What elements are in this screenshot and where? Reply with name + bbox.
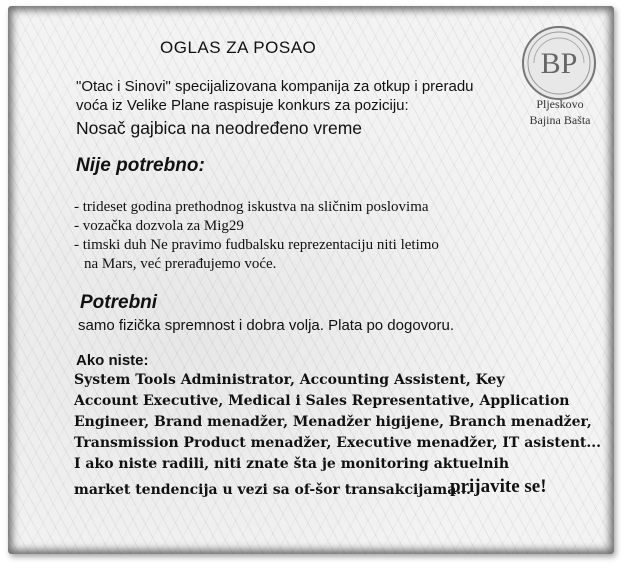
- not-required-item-1: - trideset godina prethodnog iskustva na sličnim poslovima: [74, 199, 429, 215]
- not-required-item-3-cont: na Mars, već prerađujemo voće.: [84, 256, 277, 272]
- intro-line-1: "Otac i Sinovi" specijalizovana kompanija za otkup i preradu: [76, 78, 474, 95]
- if-not-heading: Ako niste:: [76, 352, 149, 369]
- logo-caption-line-2: Bajina Bašta: [529, 113, 591, 127]
- required-heading: Potrebni: [80, 292, 158, 313]
- if-not-line-1: System Tools Administrator, Accounting Assistent, Key: [74, 372, 505, 388]
- not-required-heading: Nije potrebno:: [76, 155, 205, 176]
- not-required-item-3: - timski duh Ne pravimo fudbalsku reprezentaciju niti letimo: [74, 237, 439, 253]
- pljeskovo-logo-icon: [520, 24, 598, 102]
- not-required-item-2: - vozačka dozvola za Mig29: [74, 218, 244, 234]
- logo-caption: [524, 96, 596, 128]
- if-not-line-6: market tendencija u vezi sa of-šor transakcijama...: [74, 482, 471, 498]
- if-not-line-3: Engineer, Brand menadžer, Menadžer higijene, Branch menadžer,: [74, 414, 592, 430]
- ad-title: OGLAS ZA POSAO: [160, 38, 317, 57]
- logo-caption-line-1: Pljeskovo: [536, 97, 584, 111]
- logo-monogram: BP: [540, 47, 578, 80]
- if-not-line-5: I ako niste radili, niti znate šta je monitoring aktuelnih: [74, 456, 510, 472]
- if-not-line-4: Transmission Product menadžer, Executive menadžer, IT asistent...: [74, 435, 601, 451]
- required-text: samo fizička spremnost i dobra volja. Plata po dogovoru.: [78, 317, 455, 334]
- position-title: Nosač gajbica na neodređeno vreme: [76, 118, 363, 138]
- apply-call-to-action: prijavite se!: [450, 476, 547, 497]
- intro-line-2: voća iz Velike Plane raspisuje konkurs za poziciju:: [76, 97, 409, 114]
- if-not-line-2: Account Executive, Medical i Sales Representative, Application: [74, 393, 570, 409]
